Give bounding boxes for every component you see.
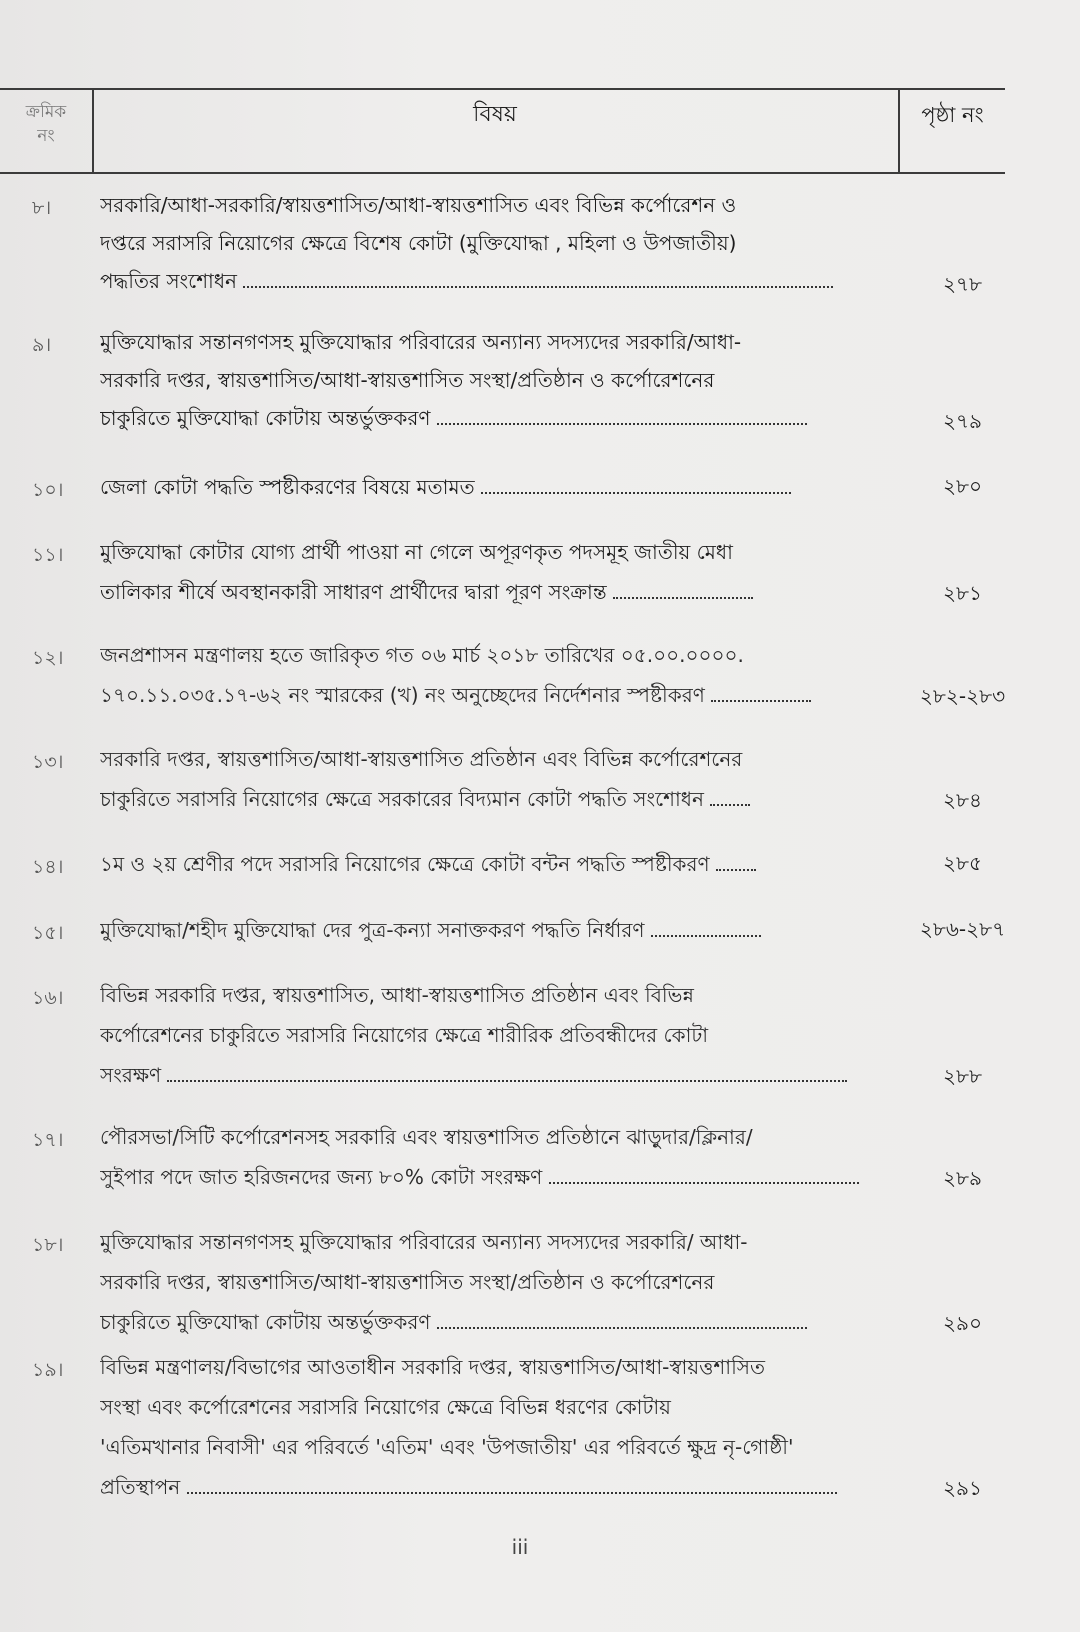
entry-text: সংরক্ষণ bbox=[100, 1063, 162, 1087]
entry-text-line-last bbox=[100, 782, 880, 816]
entry-text-line-last bbox=[100, 1470, 880, 1504]
entry-page: ২৮৯ bbox=[943, 1166, 982, 1190]
entry-page: ২৮০ bbox=[943, 474, 982, 498]
entry-text-line-last bbox=[100, 1305, 880, 1339]
entry-text-line: কর্পোরেশনের চাকুরিতে সরাসরি নিয়োগের ক্ষেত্রে শারীরিক প্রতিবন্ধীদের কোটা bbox=[100, 1023, 709, 1047]
leader-dots bbox=[437, 1309, 807, 1329]
entry-text-line-last bbox=[100, 913, 880, 947]
leader-dots bbox=[437, 405, 807, 425]
entry-page: ২৮৪ bbox=[943, 788, 982, 812]
entry-text: পদ্ধতির সংশোধন bbox=[100, 269, 237, 293]
entry-page: ২৭৯ bbox=[943, 409, 982, 433]
leader-dots bbox=[651, 917, 761, 937]
leader-dots bbox=[243, 268, 833, 288]
serial-header-line2: নং bbox=[37, 126, 55, 146]
entry-text: চাকুরিতে মুক্তিযোদ্ধা কোটায় অন্তর্ভুক্তকরণ bbox=[100, 1310, 431, 1334]
entry-text: চাকুরিতে সরাসরি নিয়োগের ক্ষেত্রে সরকারের বিদ্যমান কোটা পদ্ধতি সংশোধন bbox=[100, 787, 704, 811]
serial-header-line1: ক্রমিক bbox=[25, 102, 67, 122]
entry-page: ২৯০ bbox=[943, 1311, 982, 1335]
entry-text: ১৭০.১১.০৩৫.১৭-৬২ নং স্মারকের (খ) নং অনুচ্ছেদের নির্দেশনার স্পষ্টীকরণ bbox=[100, 683, 705, 707]
entry-number: ১৮। bbox=[32, 1234, 64, 1256]
entry-text-line-last bbox=[100, 575, 880, 609]
entry-text: ১ম ও ২য় শ্রেণীর পদে সরাসরি নিয়োগের ক্ষেত্রে কোটা বন্টন পদ্ধতি স্পষ্টীকরণ bbox=[100, 852, 710, 876]
entry-text-line-last bbox=[100, 264, 880, 298]
entry-text-line-last bbox=[100, 1058, 880, 1092]
entry-text-line: বিভিন্ন মন্ত্রণালয়/বিভাগের আওতাধীন সরকারি দপ্তর, স্বায়ত্তশাসিত/আধা-স্বায়ত্তশাসিত bbox=[100, 1355, 766, 1379]
entry-number: ১২। bbox=[32, 647, 64, 669]
entry-text-line: সরকারি দপ্তর, স্বায়ত্তশাসিত/আধা-স্বায়ত্তশাসিত প্রতিষ্ঠান এবং বিভিন্ন কর্পোরেশনের bbox=[100, 747, 743, 771]
entry-page: ২৮১ bbox=[943, 581, 982, 605]
entry-text: সুইপার পদে জাত হরিজনদের জন্য ৮০% কোটা সংরক্ষণ bbox=[100, 1165, 543, 1189]
entry-number: ১৪। bbox=[32, 856, 64, 878]
leader-dots bbox=[613, 579, 753, 599]
entry-text-line: পৌরসভা/সিটি কর্পোরেশনসহ সরকারি এবং স্বায়ত্তশাসিত প্রতিষ্ঠানে ঝাড়ুদার/ক্লিনার/ bbox=[100, 1125, 753, 1149]
leader-dots bbox=[187, 1474, 837, 1494]
entry-text-line: দপ্তরে সরাসরি নিয়োগের ক্ষেত্রে বিশেষ কোটা (মুক্তিযোদ্ধা , মহিলা ও উপজাতীয়) bbox=[100, 231, 737, 255]
entry-number: ৯। bbox=[32, 334, 52, 356]
entry-page: ২৭৮ bbox=[943, 272, 982, 296]
entry-text: প্রতিস্থাপন bbox=[100, 1475, 181, 1499]
entry-text-line: সরকারি দপ্তর, স্বায়ত্তশাসিত/আধা-স্বায়ত্তশাসিত সংস্থা/প্রতিষ্ঠান ও কর্পোরেশনের bbox=[100, 368, 715, 392]
entry-text-line: সরকারি দপ্তর, স্বায়ত্তশাসিত/আধা-স্বায়ত্তশাসিত সংস্থা/প্রতিষ্ঠান ও কর্পোরেশনের bbox=[100, 1270, 715, 1294]
page-number-header: পৃষ্ঠা নং bbox=[921, 103, 984, 127]
subject-header: বিষয় bbox=[92, 90, 900, 172]
entry-number: ১৭। bbox=[32, 1129, 64, 1151]
entry-text-line: মুক্তিযোদ্ধার সন্তানগণসহ মুক্তিযোদ্ধার পরিবারের অন্যান্য সদস্যদের সরকারি/আধা- bbox=[100, 330, 742, 354]
entry-text: মুক্তিযোদ্ধা/শহীদ মুক্তিযোদ্ধা দের পুত্র-কন্যা সনাক্তকরণ পদ্ধতি নির্ধারণ bbox=[100, 918, 645, 942]
entry-text-line: বিভিন্ন সরকারি দপ্তর, স্বায়ত্তশাসিত, আধা-স্বায়ত্তশাসিত প্রতিষ্ঠান এবং বিভিন্ন bbox=[100, 983, 694, 1007]
entry-number: ১০। bbox=[32, 479, 64, 501]
footer-page-number: iii bbox=[511, 1535, 529, 1559]
entry-text-line-last bbox=[100, 678, 880, 712]
leader-dots bbox=[716, 851, 756, 871]
leader-dots bbox=[167, 1062, 847, 1082]
entry-number: ৮। bbox=[32, 197, 52, 219]
entry-text-line: মুক্তিযোদ্ধার সন্তানগণসহ মুক্তিযোদ্ধার পরিবারের অন্যান্য সদস্যদের সরকারি/ আধা- bbox=[100, 1230, 748, 1254]
leader-dots bbox=[710, 786, 750, 806]
entry-text-line-last bbox=[100, 470, 880, 504]
entry-text-line: সংস্থা এবং কর্পোরেশনের সরাসরি নিয়োগের ক্ষেত্রে বিভিন্ন ধরণের কোটায় bbox=[100, 1395, 671, 1419]
entry-number: ১৫। bbox=[32, 922, 64, 944]
table-header bbox=[0, 88, 1005, 174]
leader-dots bbox=[549, 1164, 859, 1184]
entry-text: চাকুরিতে মুক্তিযোদ্ধা কোটায় অন্তর্ভুক্তকরণ bbox=[100, 406, 431, 430]
entry-page: ২৯১ bbox=[943, 1476, 982, 1500]
entry-text-line: মুক্তিযোদ্ধা কোটার যোগ্য প্রার্থী পাওয়া না গেলে অপূরণকৃত পদসমূহ জাতীয় মেধা bbox=[100, 540, 733, 564]
entry-page: ২৮২-২৮৩ bbox=[919, 684, 1006, 708]
leader-dots bbox=[481, 474, 791, 494]
entry-text-line: জনপ্রশাসন মন্ত্রণালয় হতে জারিকৃত গত ০৬ মার্চ ২০১৮ তারিখের ০৫.০০.০০০০. bbox=[100, 643, 744, 667]
entry-text-line-last bbox=[100, 401, 880, 435]
entry-text: তালিকার শীর্ষে অবস্থানকারী সাধারণ প্রার্থীদের দ্বারা পূরণ সংক্রান্ত bbox=[100, 580, 607, 604]
entry-text-line-last bbox=[100, 847, 880, 881]
entry-page: ২৮৫ bbox=[943, 851, 982, 875]
entry-page: ২৮৬-২৮৭ bbox=[919, 917, 1006, 941]
entry-number: ১৬। bbox=[32, 987, 64, 1009]
entry-number: ১১। bbox=[32, 544, 64, 566]
leader-dots bbox=[711, 682, 811, 702]
entry-number: ১৯। bbox=[32, 1359, 64, 1381]
entry-text-line-last bbox=[100, 1160, 880, 1194]
entry-text-line: সরকারি/আধা-সরকারি/স্বায়ত্তশাসিত/আধা-স্বায়ত্তশাসিত এবং বিভিন্ন কর্পোরেশন ও bbox=[100, 193, 737, 217]
entry-text-line: 'এতিমখানার নিবাসী' এর পরিবর্তে 'এতিম' এবং 'উপজাতীয়' এর পরিবর্তে ক্ষুদ্র নৃ-গোষ্ঠী' bbox=[100, 1435, 794, 1459]
entry-number: ১৩। bbox=[32, 751, 64, 773]
entry-text: জেলা কোটা পদ্ধতি স্পষ্টীকরণের বিষয়ে মতামত bbox=[100, 475, 475, 499]
entry-page: ২৮৮ bbox=[943, 1064, 982, 1088]
serial-header bbox=[0, 90, 94, 172]
